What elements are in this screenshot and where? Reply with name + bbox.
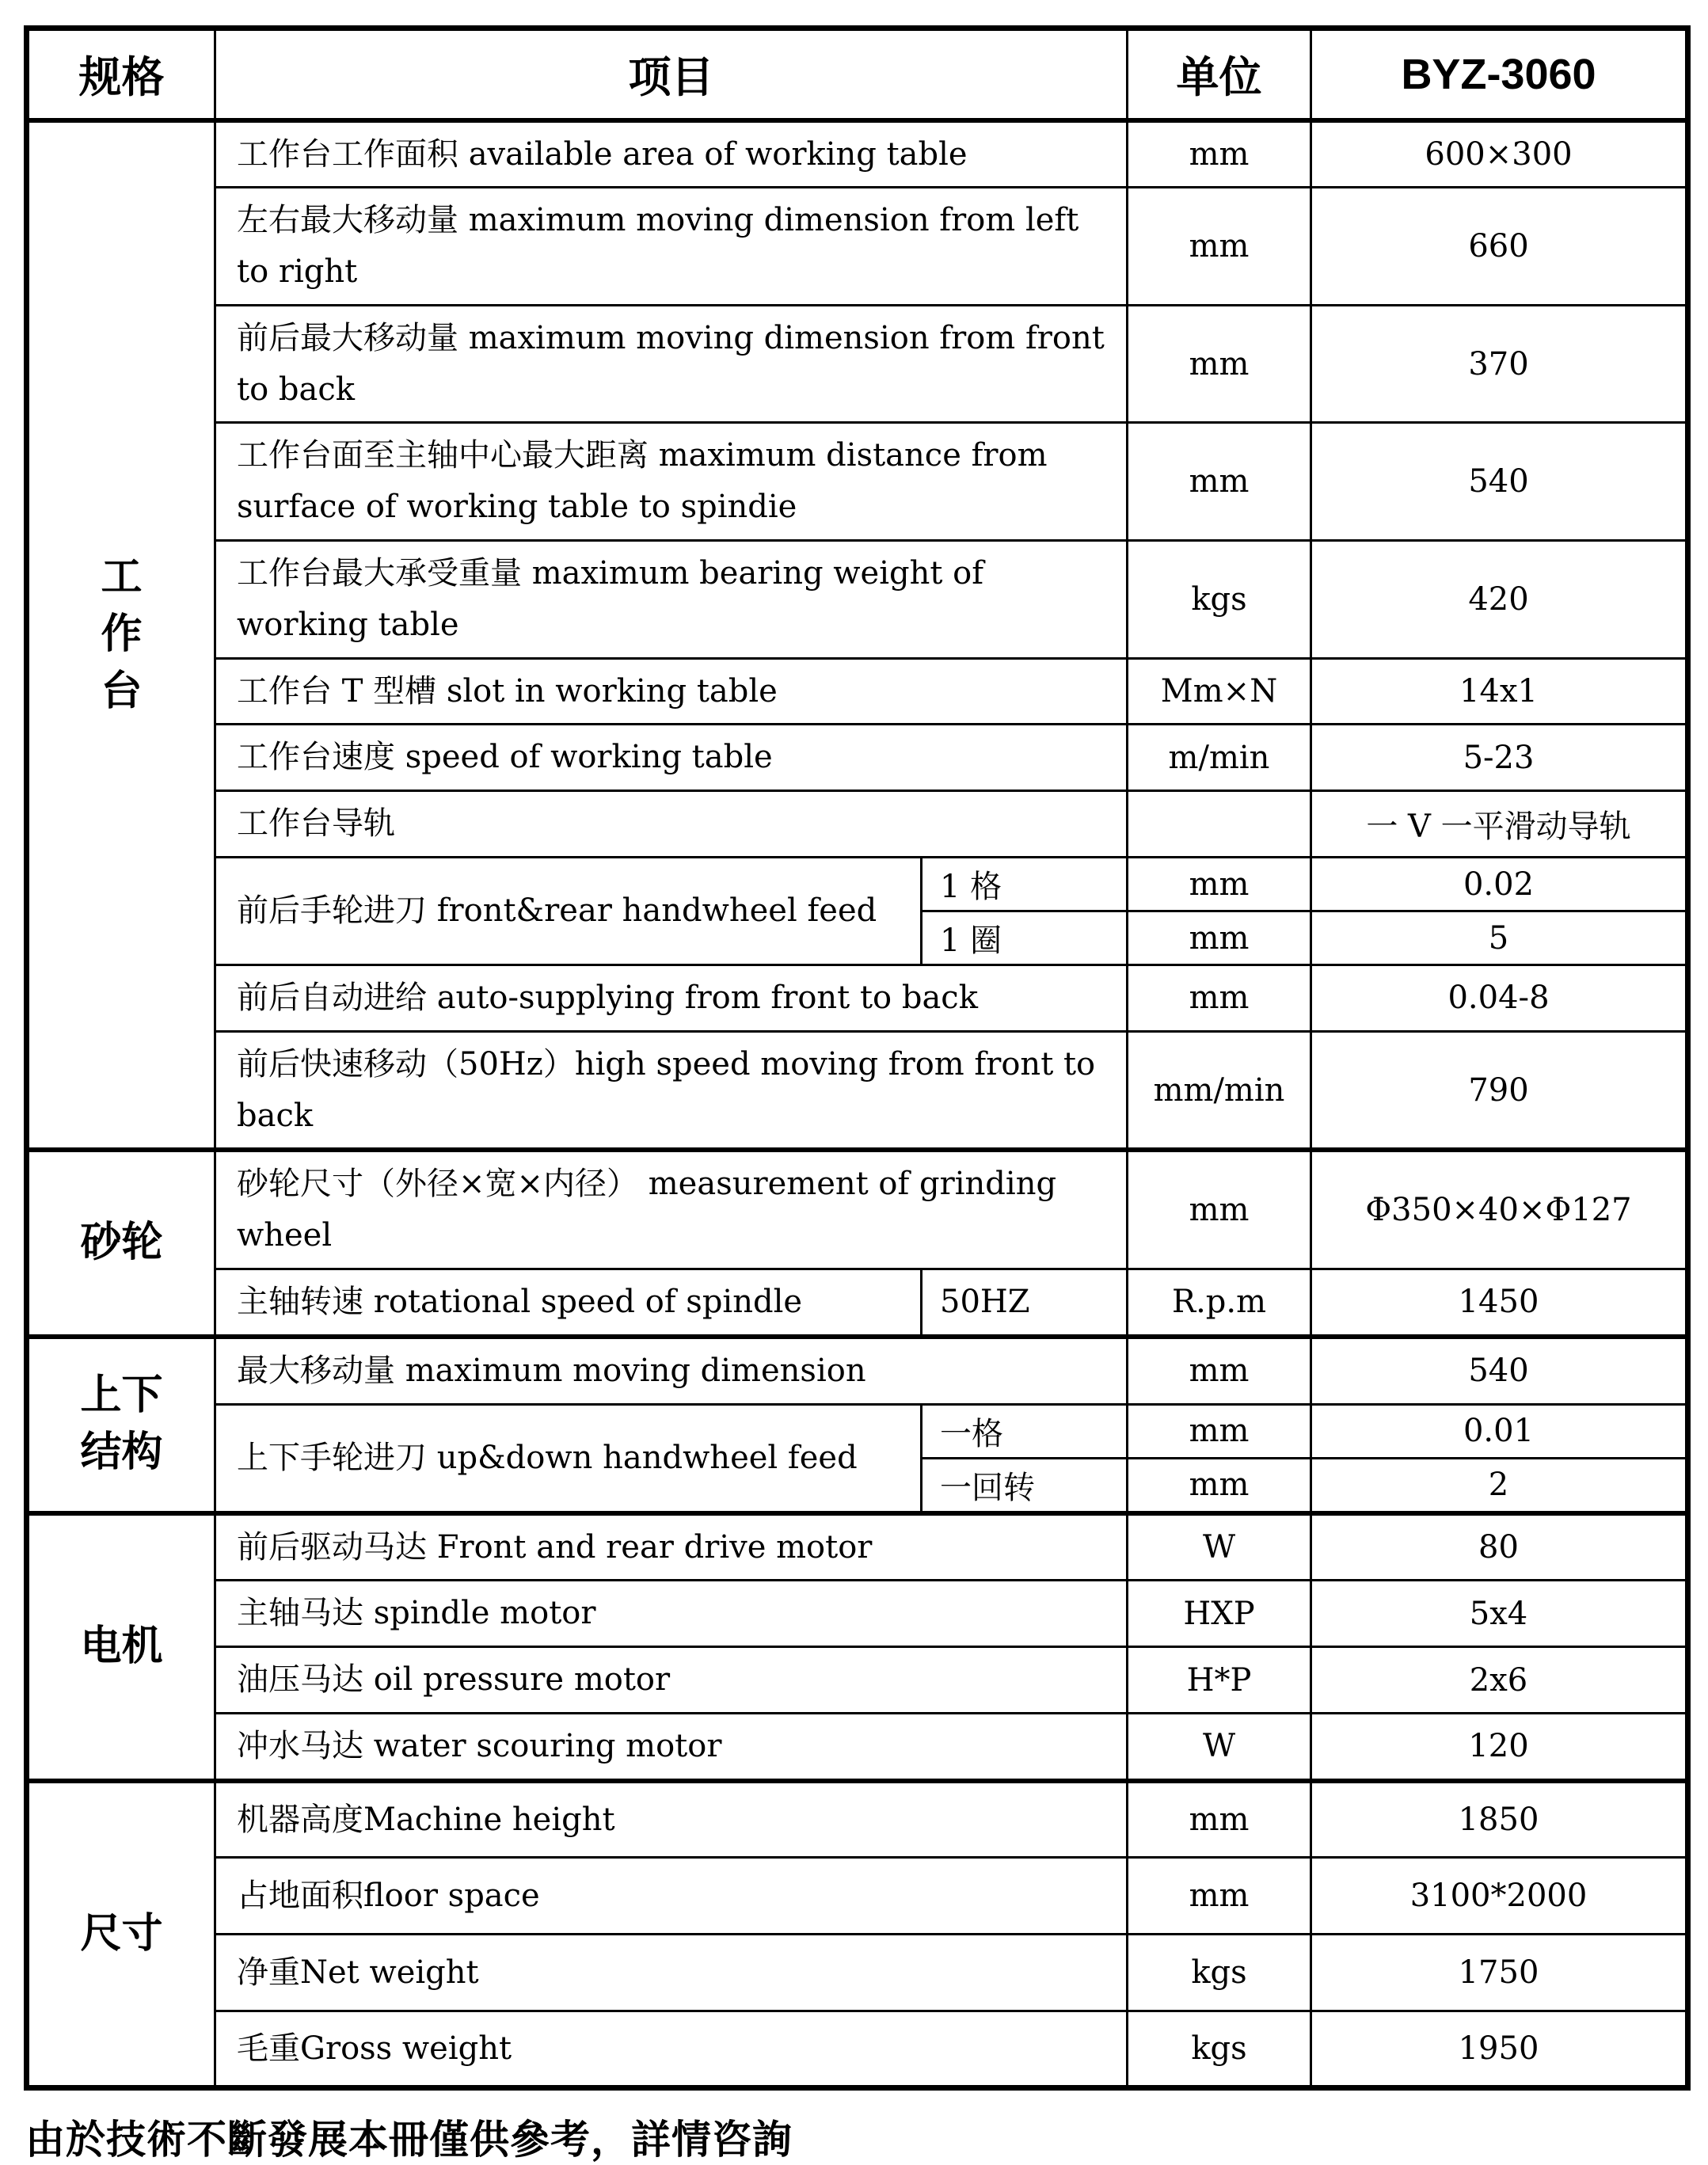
value-cell: 3100*2000: [1311, 1858, 1688, 1935]
value-cell: 600×300: [1311, 120, 1688, 188]
table-row: [27, 1404, 1688, 1458]
header-spec: 规格: [27, 29, 215, 120]
table-row: [27, 1935, 1688, 2011]
item-cell: 主轴马达 spindle motor: [215, 1581, 1128, 1647]
unit-cell: mm: [1128, 423, 1311, 541]
value-cell: 1450: [1311, 1269, 1688, 1337]
item-cell: 工作台最大承受重量 maximum bearing weight of working table: [215, 541, 1128, 659]
sub-cell: 50HZ: [922, 1269, 1128, 1337]
unit-cell: mm: [1128, 1781, 1311, 1858]
unit-cell: kgs: [1128, 1935, 1311, 2011]
unit-cell: HXP: [1128, 1581, 1311, 1647]
section-label-motor: 电机: [27, 1513, 215, 1781]
value-cell: 14x1: [1311, 658, 1688, 725]
value-cell: 80: [1311, 1513, 1688, 1581]
section-label-worktable: 工作台: [27, 120, 215, 1151]
value-cell: 0.01: [1311, 1404, 1688, 1458]
table-row: [27, 1858, 1688, 1935]
header-model: BYZ-3060: [1311, 29, 1688, 120]
sub-cell: 一回转: [922, 1458, 1128, 1513]
table-row: [27, 725, 1688, 791]
unit-cell: H*P: [1128, 1647, 1311, 1714]
item-cell: 前后最大移动量 maximum moving dimension from front to back: [215, 305, 1128, 423]
table-row: [27, 1714, 1688, 1781]
unit-cell: W: [1128, 1714, 1311, 1781]
unit-cell: m/min: [1128, 725, 1311, 791]
item-cell: 左右最大移动量 maximum moving dimension from left to right: [215, 188, 1128, 306]
value-cell: 1750: [1311, 1935, 1688, 2011]
unit-cell: mm: [1128, 1150, 1311, 1269]
value-cell: 660: [1311, 188, 1688, 306]
unit-cell: kgs: [1128, 541, 1311, 659]
value-cell: 5: [1311, 911, 1688, 965]
table-row: [27, 791, 1688, 858]
table-row: [27, 658, 1688, 725]
unit-cell: mm: [1128, 1337, 1311, 1404]
unit-cell: Mm×N: [1128, 658, 1311, 725]
table-row: [27, 2011, 1688, 2088]
value-cell: 120: [1311, 1714, 1688, 1781]
table-row: [27, 1581, 1688, 1647]
sub-cell: 1 圈: [922, 911, 1128, 965]
value-cell: 2: [1311, 1458, 1688, 1513]
disclaimer-note: 由於技術不斷發展本冊僅供參考，詳情咨詢: [25, 2117, 793, 2163]
table-row: [27, 858, 1688, 911]
item-cell: 前后驱动马达 Front and rear drive motor: [215, 1513, 1128, 1581]
table-row: [27, 541, 1688, 659]
item-cell: 工作台面至主轴中心最大距离 maximum distance from surface of working table to spindie: [215, 423, 1128, 541]
unit-cell: mm: [1128, 858, 1311, 911]
value-cell: 370: [1311, 305, 1688, 423]
item-cell: 最大移动量 maximum moving dimension: [215, 1337, 1128, 1404]
unit-cell: mm: [1128, 188, 1311, 306]
item-cell: 净重Net weight: [215, 1935, 1128, 2011]
item-cell: 工作台导轨: [215, 791, 1128, 858]
value-cell: 1850: [1311, 1781, 1688, 1858]
unit-cell: mm: [1128, 1458, 1311, 1513]
item-cell: 前后自动进给 auto-supplying from front to back: [215, 965, 1128, 1032]
section-label-updown-structure: 上下结构: [27, 1337, 215, 1513]
value-cell: 5-23: [1311, 725, 1688, 791]
unit-cell: mm: [1128, 120, 1311, 188]
unit-cell: mm/min: [1128, 1031, 1311, 1150]
table-row: [27, 1269, 1688, 1337]
section-label-dimensions: 尺寸: [27, 1781, 215, 2088]
unit-cell: mm: [1128, 965, 1311, 1032]
item-cell: 主轴转速 rotational speed of spindle: [215, 1269, 922, 1337]
value-cell: Φ350×40×Φ127: [1311, 1150, 1688, 1269]
unit-cell: mm: [1128, 911, 1311, 965]
value-cell: 0.02: [1311, 858, 1688, 911]
unit-cell: mm: [1128, 1858, 1311, 1935]
table-row: [27, 188, 1688, 306]
item-cell: 油压马达 oil pressure motor: [215, 1647, 1128, 1714]
value-cell: 5x4: [1311, 1581, 1688, 1647]
unit-cell: R.p.m: [1128, 1269, 1311, 1337]
table-row: [27, 423, 1688, 541]
item-cell: 前后快速移动（50Hz）high speed moving from front to back: [215, 1031, 1128, 1150]
unit-cell: [1128, 791, 1311, 858]
table-row: [27, 1337, 1688, 1404]
item-cell: 毛重Gross weight: [215, 2011, 1128, 2088]
value-cell: 2x6: [1311, 1647, 1688, 1714]
header-unit: 单位: [1128, 29, 1311, 120]
section-label-grinding-wheel: 砂轮: [27, 1150, 215, 1336]
value-cell: 0.04-8: [1311, 965, 1688, 1032]
unit-cell: mm: [1128, 305, 1311, 423]
item-cell: 占地面积floor space: [215, 1858, 1128, 1935]
unit-cell: kgs: [1128, 2011, 1311, 2088]
item-cell: 冲水马达 water scouring motor: [215, 1714, 1128, 1781]
item-cell: 砂轮尺寸（外径×宽×内径） measurement of grinding wheel: [215, 1150, 1128, 1269]
table-row: [27, 1150, 1688, 1269]
item-cell: 工作台 T 型槽 slot in working table: [215, 658, 1128, 725]
item-cell: 工作台速度 speed of working table: [215, 725, 1128, 791]
value-cell: 540: [1311, 423, 1688, 541]
spec-table: [24, 25, 1691, 2091]
item-cell: 上下手轮进刀 up&down handwheel feed: [215, 1404, 922, 1513]
item-cell: 工作台工作面积 available area of working table: [215, 120, 1128, 188]
table-row: [27, 120, 1688, 188]
header-row: [27, 29, 1688, 120]
sub-cell: 1 格: [922, 858, 1128, 911]
item-cell: 机器高度Machine height: [215, 1781, 1128, 1858]
value-cell: 540: [1311, 1337, 1688, 1404]
value-cell: 790: [1311, 1031, 1688, 1150]
sub-cell: 一格: [922, 1404, 1128, 1458]
table-row: [27, 305, 1688, 423]
unit-cell: W: [1128, 1513, 1311, 1581]
unit-cell: mm: [1128, 1404, 1311, 1458]
table-row: [27, 1513, 1688, 1581]
value-cell: 1950: [1311, 2011, 1688, 2088]
table-row: [27, 965, 1688, 1032]
table-row: [27, 1647, 1688, 1714]
value-cell: 一 V 一平滑动导轨: [1311, 791, 1688, 858]
table-row: [27, 1031, 1688, 1150]
value-cell: 420: [1311, 541, 1688, 659]
table-row: [27, 1781, 1688, 1858]
header-item: 项目: [215, 29, 1128, 120]
item-cell: 前后手轮进刀 front&rear handwheel feed: [215, 858, 922, 965]
